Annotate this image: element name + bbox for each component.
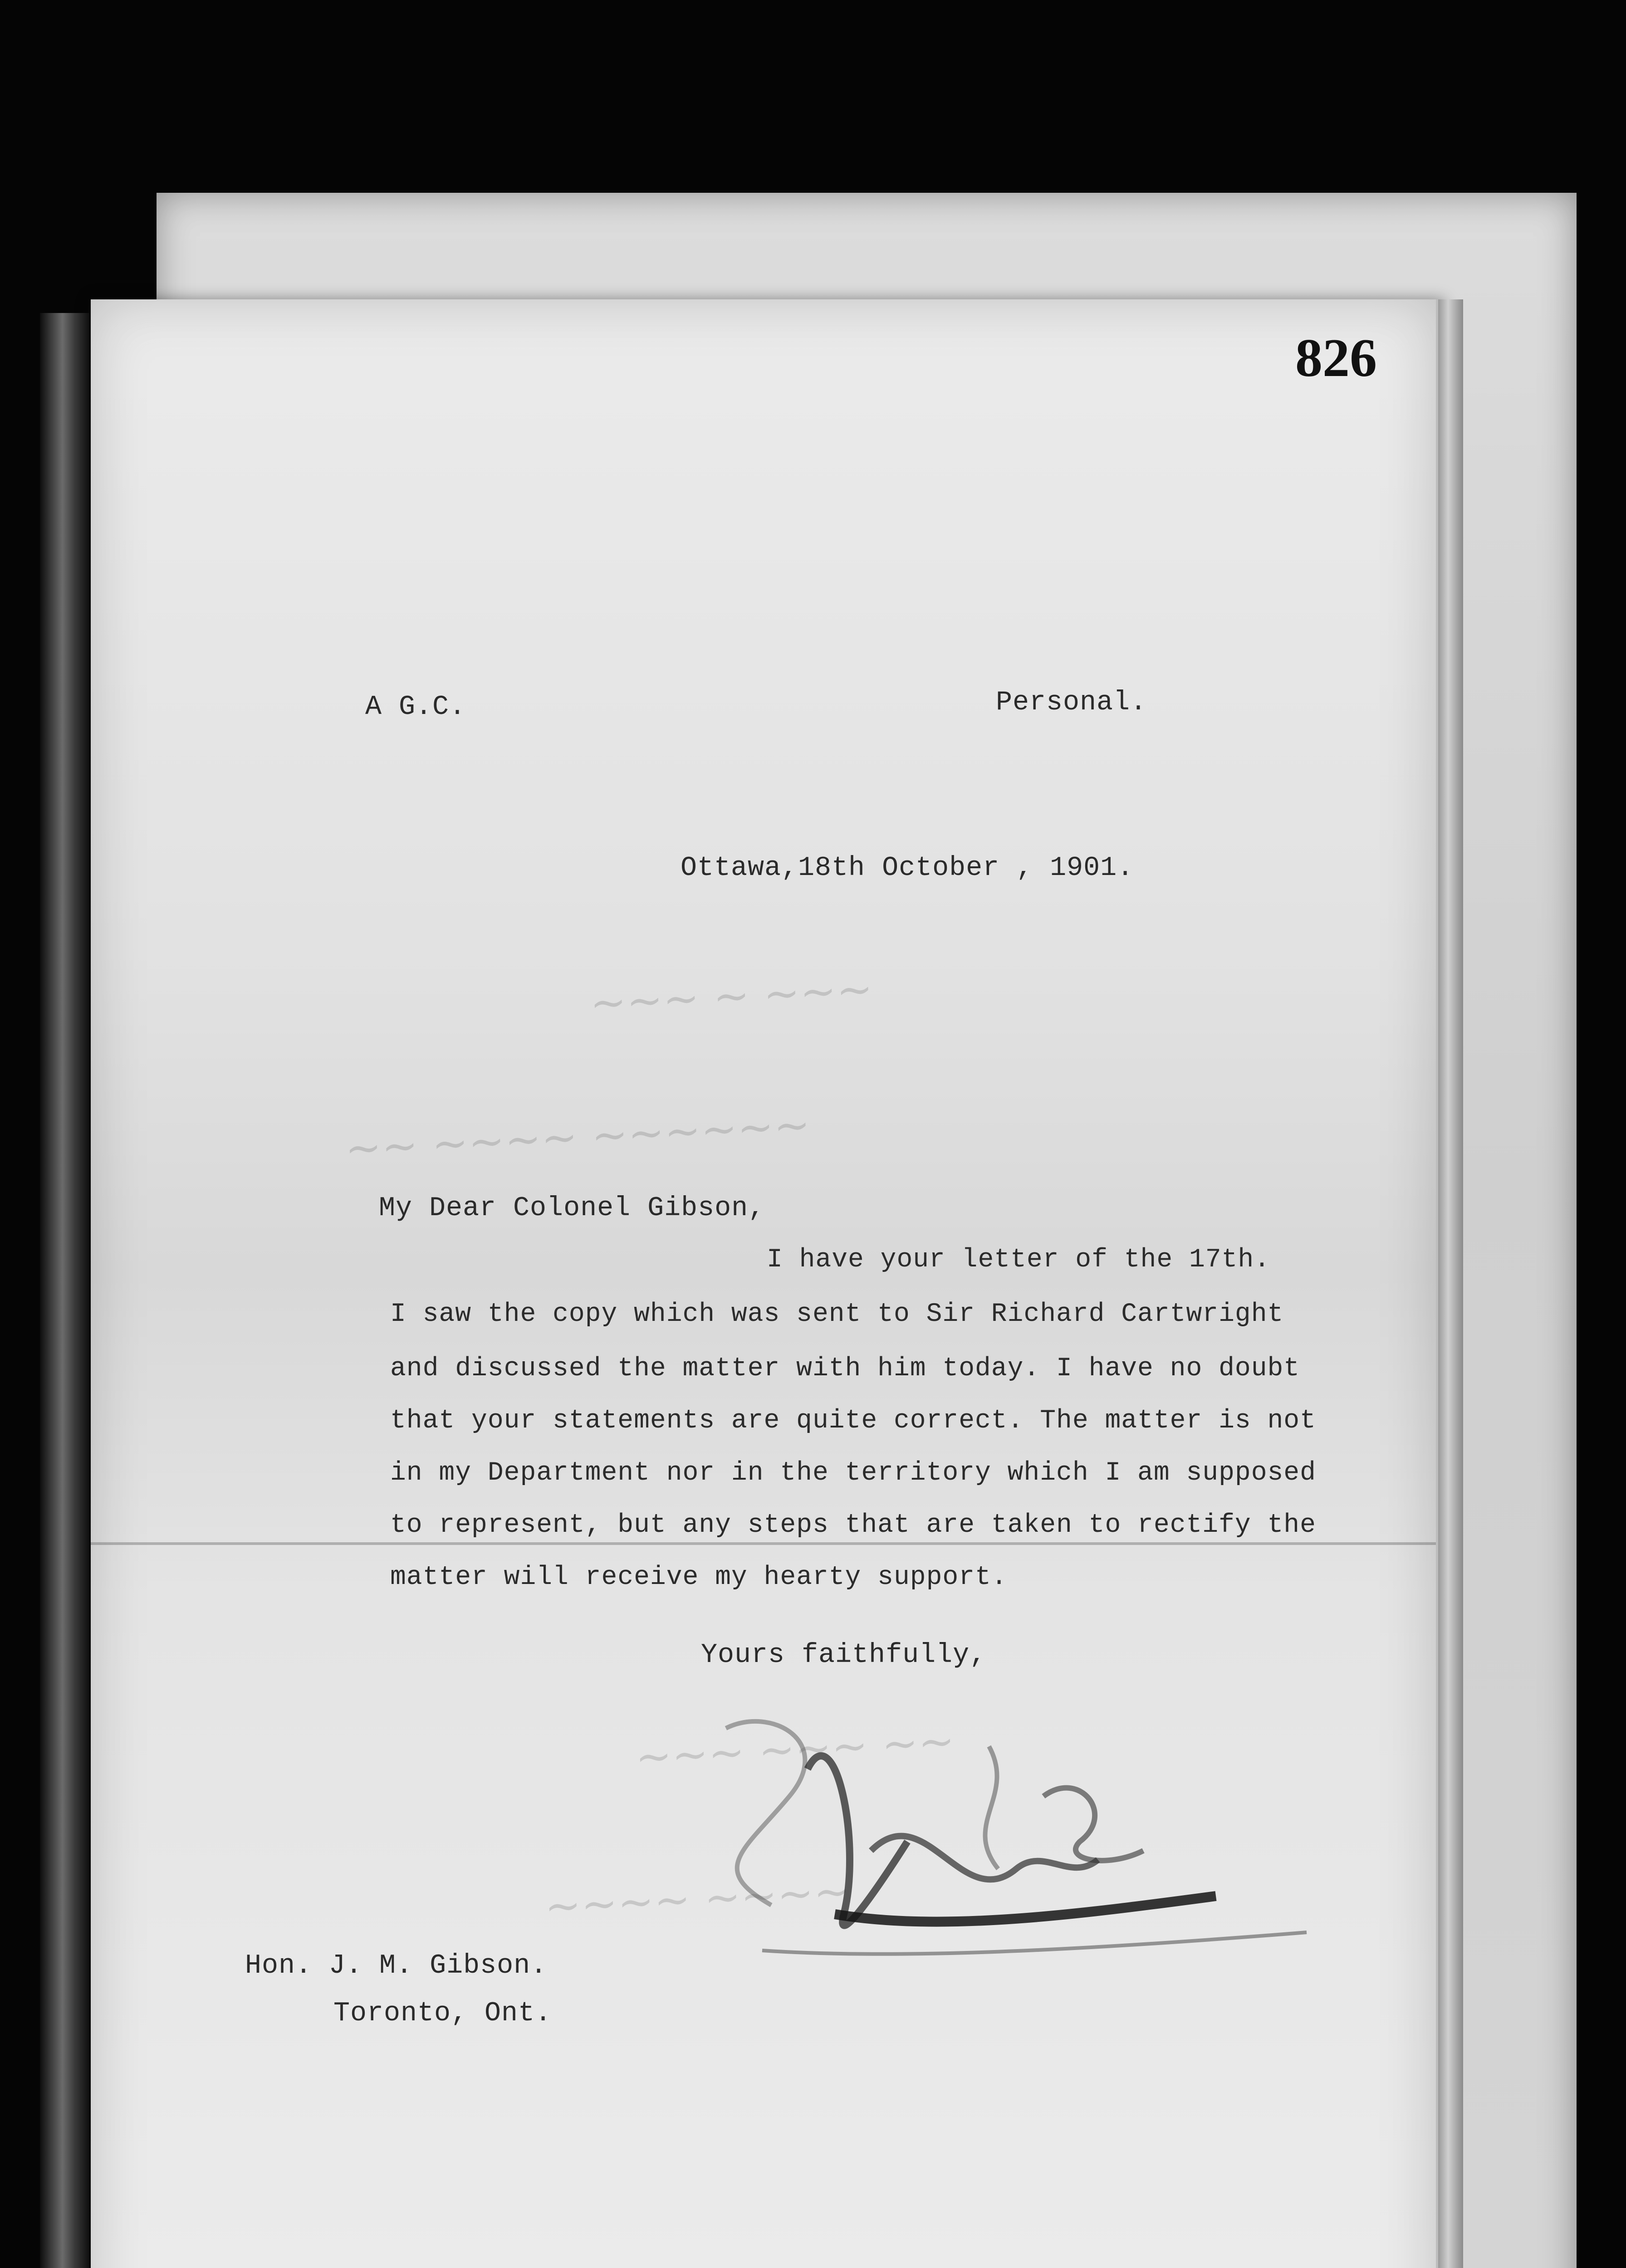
recipient-name: Hon. J. M. Gibson. (245, 1950, 548, 1981)
body-line: I have your letter of the 17th. (767, 1245, 1270, 1275)
bleed-through-handwriting: ~~~ ~~~ ~~ (634, 1715, 956, 1783)
body-line: and discussed the matter with him today. I have no doubt (390, 1354, 1300, 1383)
body-line: I saw the copy which was sent to Sir Richard Cartwright (390, 1300, 1284, 1329)
complimentary-close: Yours faithfully, (701, 1640, 987, 1671)
reference-code: A G.C. (365, 692, 466, 723)
folio-number: 826 (1295, 327, 1377, 388)
bleed-through-handwriting: ~~~~ ~~~~ (543, 1865, 852, 1932)
body-line: matter will receive my hearty support. (390, 1563, 1008, 1592)
body-line: that your statements are quite correct. The matter is not (390, 1406, 1316, 1436)
page-edge-shadow (1438, 299, 1463, 2268)
binding-edge (40, 313, 90, 2268)
classification-label: Personal. (996, 687, 1147, 718)
salutation: My Dear Colonel Gibson, (379, 1193, 765, 1224)
bleed-through-handwriting: ~~~ ~ ~~~ (588, 963, 874, 1029)
bleed-through-handwriting: ~~ ~~~~ ~~~~~~ (343, 1099, 812, 1174)
body-line: to represent, but any steps that are taken to rectify the (390, 1510, 1316, 1540)
handwritten-signature (671, 1678, 1343, 2005)
fold-line (91, 1542, 1436, 1545)
body-line: in my Department nor in the territory which I am supposed (390, 1458, 1316, 1488)
recipient-place: Toronto, Ont. (333, 1998, 552, 2029)
dateline: Ottawa,18th October , 1901. (681, 853, 1134, 884)
